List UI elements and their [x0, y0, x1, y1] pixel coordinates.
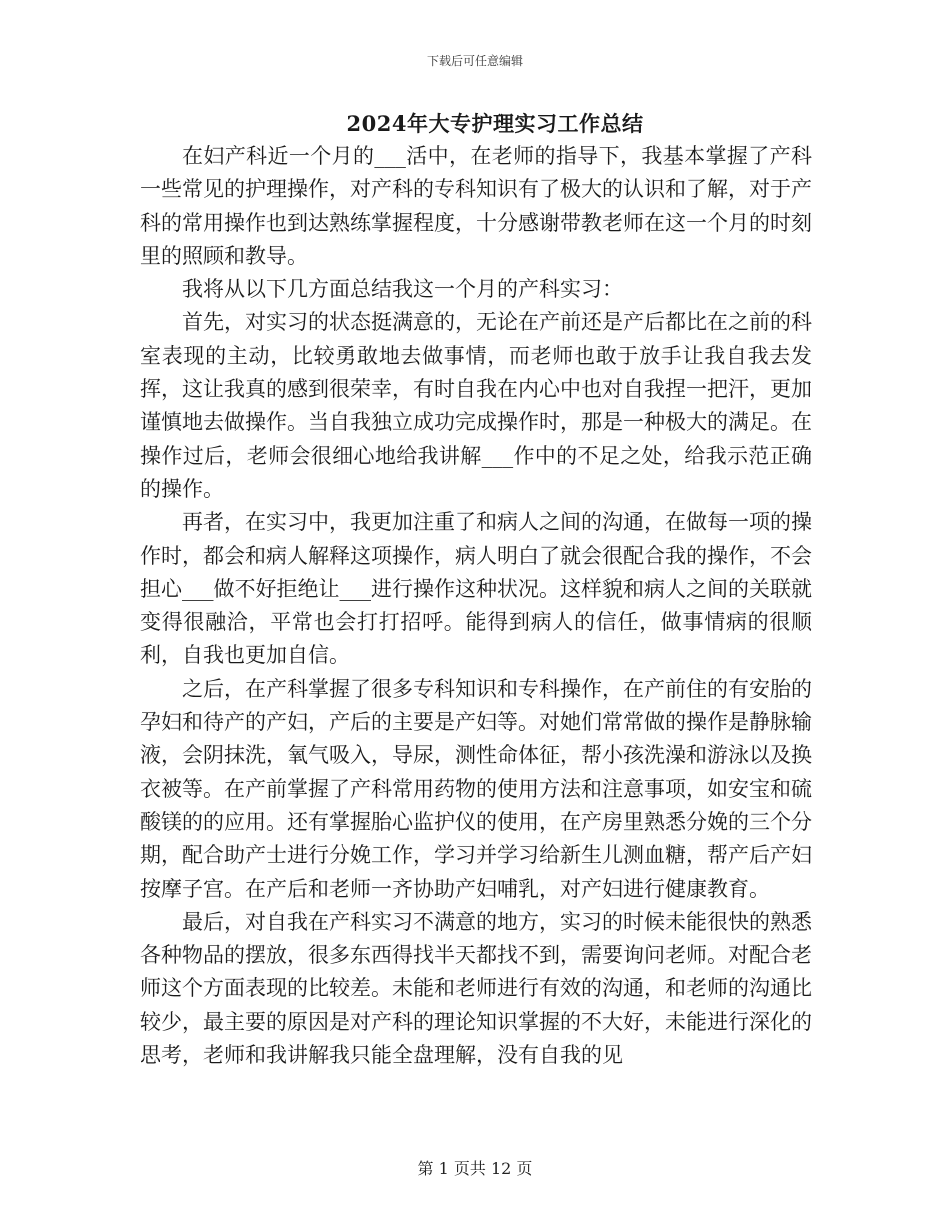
- paragraph: 在妇产科近一个月的___活中，在老师的指导下，我基本掌握了产科一些常见的护理操作，对产科的专科知识有了极大的认识和了解，对于产科的常用操作也到达熟练掌握程度，十分感谢带教老师在这一个月的时刻里的照顾和教导。: [140, 144, 812, 268]
- paragraph: 之后，在产科掌握了很多专科知识和专科操作，在产前住的有安胎的孕妇和待产的产妇，产后的主要是产妇等。对她们常常做的操作是静脉输液，会阴抹洗，氧气吸入，导尿，测性命体征，帮小孩洗澡和游泳以及换衣被等。在产前掌握了产科常用药物的使用方法和注意事项，如安宝和硫酸镁的的应用。还有掌握胎心监护仪的使用，在产房里熟悉分娩的三个分期，配合助产士进行分娩工作，学习并学习给新生儿测血糖，帮产后产妇按摩子宫。在产后和老师一齐协助产妇哺乳，对产妇进行健康教育。: [140, 676, 812, 901]
- paragraph: 首先，对实习的状态挺满意的，无论在产前还是产后都比在之前的科室表现的主动，比较勇敢地去做事情，而老师也敢于放手让我自我去发挥，这让我真的感到很荣幸，有时自我在内心中也对自我捏一把汗，更加谨慎地去做操作。当自我独立成功完成操作时，那是一种极大的满足。在操作过后，老师会很细心地给我讲解___作中的不足之处，给我示范正确的操作。: [140, 310, 812, 501]
- document-body: [140, 140, 812, 1072]
- paragraph: 最后，对自我在产科实习不满意的地方，实习的时候未能很快的熟悉各种物品的摆放，很多东西得找半天都找不到，需要询问老师。对配合老师这个方面表现的比较差。未能和老师进行有效的沟通，和老师的沟通比较少，最主要的原因是对产科的理论知识掌握的不大好，未能进行深化的思考，老师和我讲解我只能全盘理解，没有自我的见: [140, 909, 812, 1068]
- header-note: 下载后可任意编辑: [426, 54, 523, 68]
- document-title: 2024年大专护理实习工作总结: [346, 111, 644, 136]
- page-number-footer: 第 1 页共 12 页: [417, 1159, 533, 1178]
- paragraph: 我将从以下几方面总结我这一个月的产科实习：: [182, 277, 623, 302]
- paragraph: 再者，在实习中，我更加注重了和病人之间的沟通，在做每一项的操作时，都会和病人解释这项操作，病人明白了就会很配合我的操作，不会担心___做不好拒绝让___进行操作这种状况。这样貌和病人之间的关联就变得很融洽，平常也会打打招呼。能得到病人的信任，做事情病的很顺利，自我也更加自信。: [140, 510, 812, 668]
